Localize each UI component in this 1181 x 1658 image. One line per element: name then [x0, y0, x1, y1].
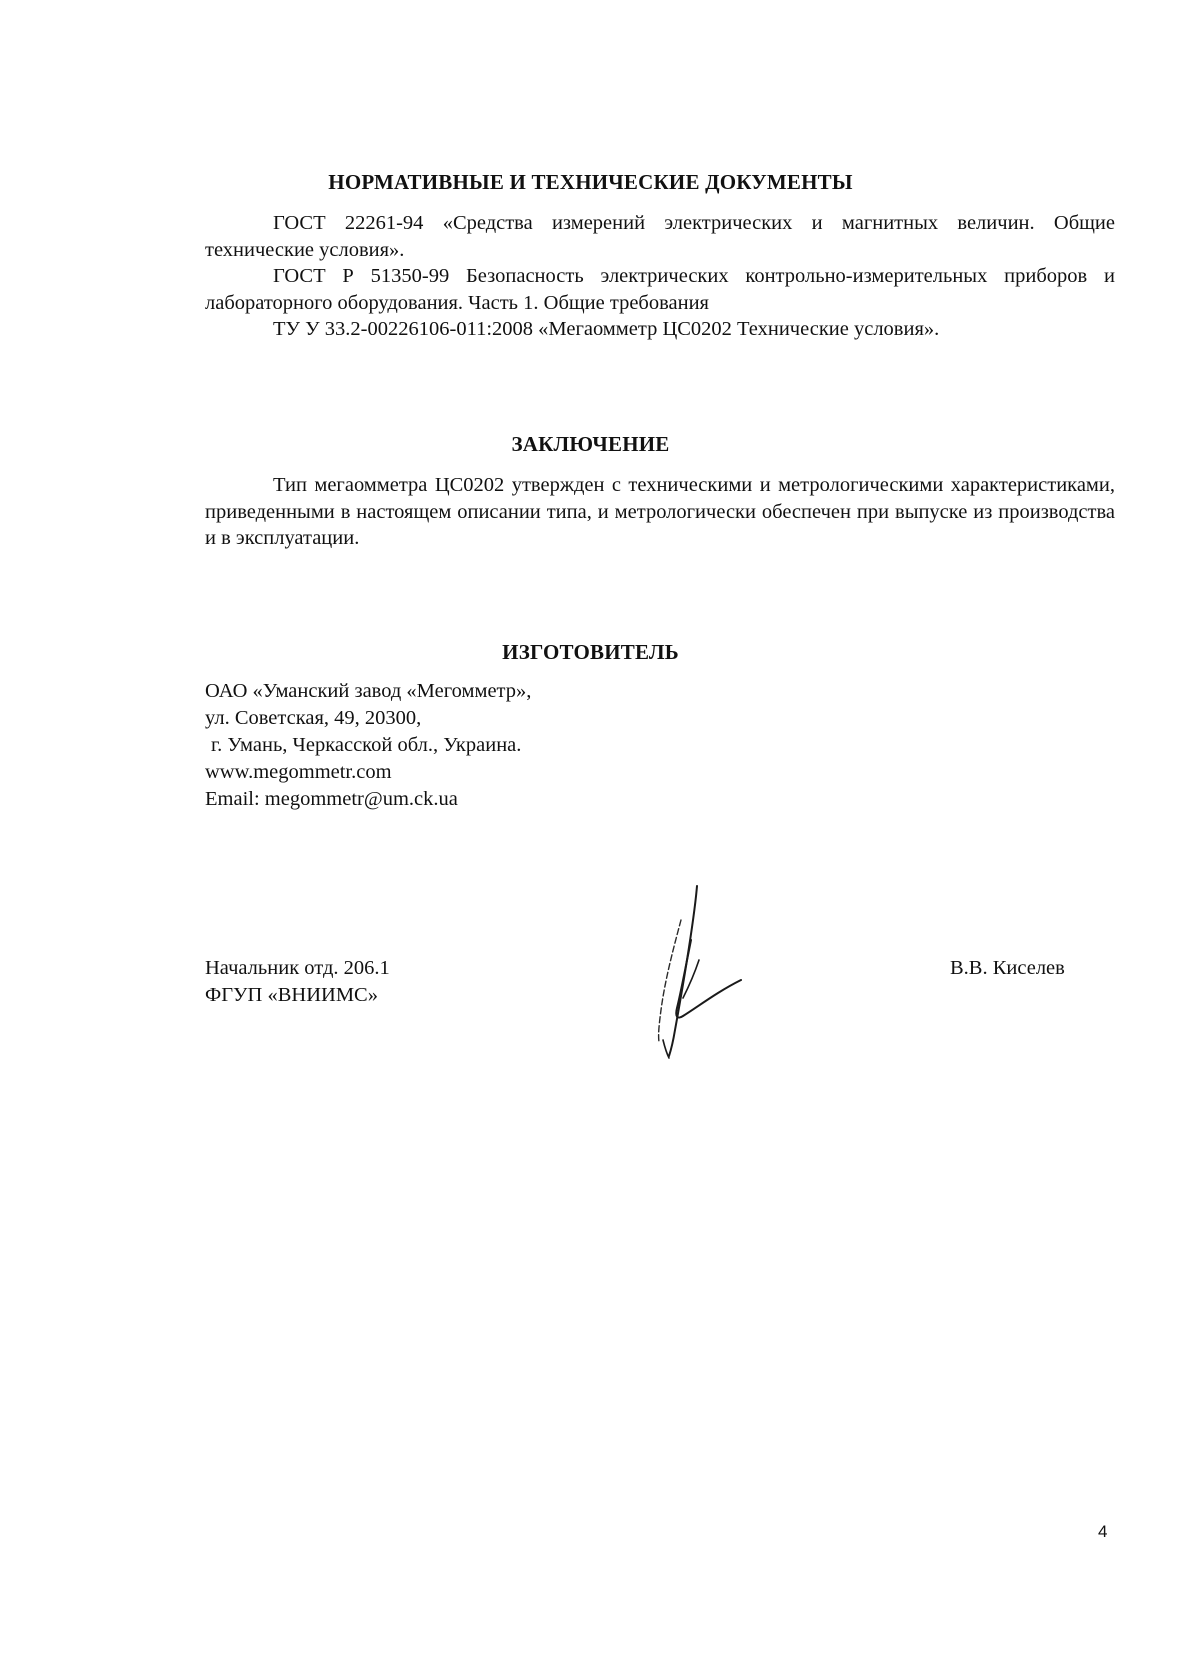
conclusion-paragraph: Тип мегаомметра ЦС0202 утвержден с техническими и метрологическими характеристиками, приведенными в настоящем описании типа, и метрологически обеспечен при выпуске из производства и в эксплуатации. — [205, 474, 1115, 549]
manufacturer-name: ОАО «Уманский завод «Мегомметр», — [205, 680, 532, 702]
manufacturer-heading: ИЗГОТОВИТЕЛЬ — [502, 640, 679, 664]
signatory-position: Начальник отд. 206.1 — [205, 957, 390, 979]
handwritten-signature — [625, 880, 745, 1060]
manufacturer-street: ул. Советская, 49, 20300, — [205, 707, 422, 729]
gost-22261-paragraph: ГОСТ 22261-94 «Средства измерений электрических и магнитных величин. Общие технические условия». — [205, 212, 1115, 261]
manufacturer-city: г. Умань, Черкасской обл., Украина. — [211, 734, 522, 756]
gost-51350-paragraph: ГОСТ Р 51350-99 Безопасность электрических контрольно-измерительных приборов и лабораторного оборудования. Часть 1. Общие требования — [205, 265, 1115, 314]
page-number: 4 — [1098, 1522, 1108, 1541]
signatory-organization: ФГУП «ВНИИМС» — [205, 984, 378, 1006]
conclusion-heading: ЗАКЛЮЧЕНИЕ — [511, 432, 670, 456]
manufacturer-email: Email: megommetr@um.ck.ua — [205, 788, 458, 810]
manufacturer-website: www.megommetr.com — [205, 761, 392, 783]
signatory-name: В.В. Киселев — [950, 957, 1065, 979]
tu-paragraph: ТУ У 33.2-00226106-011:2008 «Мегаомметр ЦС0202 Технические условия». — [273, 318, 940, 340]
normative-heading: НОРМАТИВНЫЕ И ТЕХНИЧЕСКИЕ ДОКУМЕНТЫ — [328, 170, 853, 194]
